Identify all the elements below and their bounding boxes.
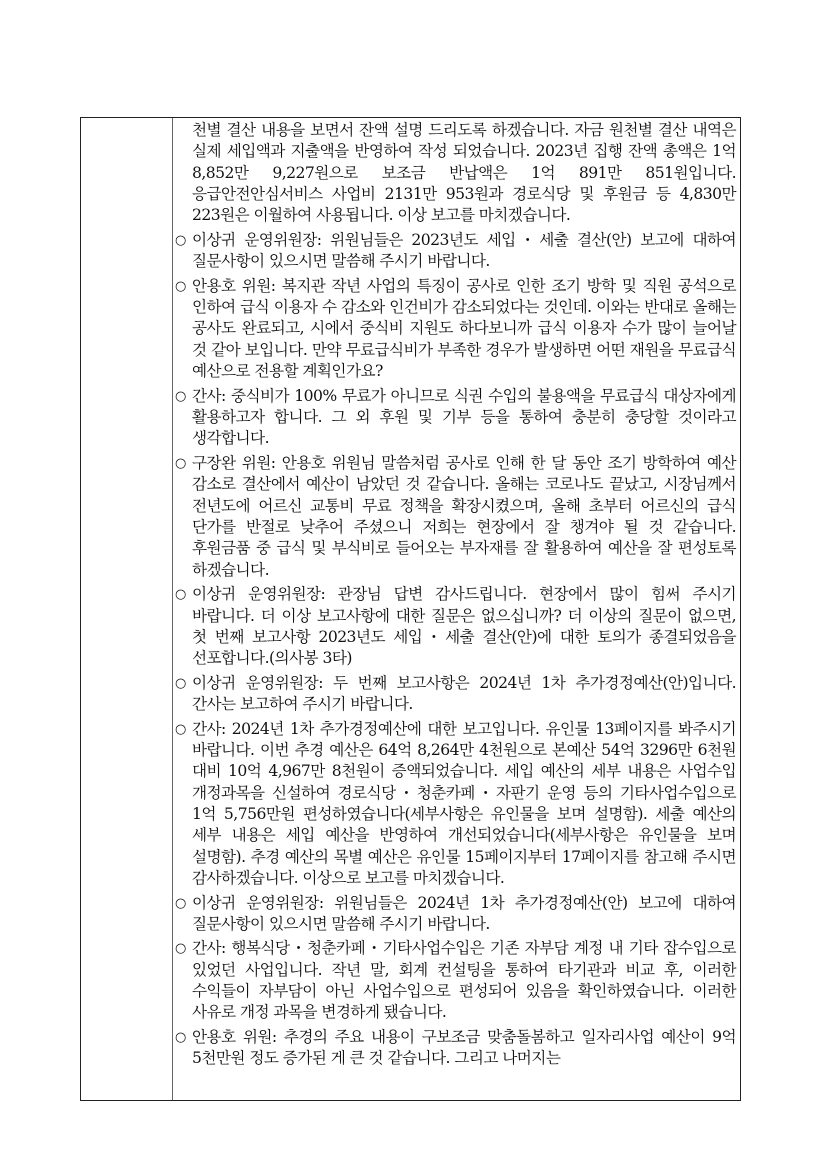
- paragraph-secretary-answer: ○ 간사: 중식비가 100% 무료가 아니므로 식권 수입의 불용액을 무료급식 대상자에게 활용하고자 합니다. 그 외 후원 및 기부 등을 통하여 충분히 충당할 것이라고 생각합니다.: [175, 386, 736, 448]
- bullet-marker: ○: [175, 455, 186, 471]
- bullet-marker: ○: [175, 278, 186, 294]
- paragraph-settlement-explanation: 천별 결산 내용을 보면서 잔액 설명 드리도록 하겠습니다. 자금 원천별 결산 내역은 실제 세입액과 지출액을 반영하여 작성 되었습니다. 2023년 집행 잔액 총액은 1억 8,852만 9,227원으로 보조금 반납액은 1억 891만 851원입니다. 응급안전안심서비스 사업비 2131만 953원과 경로식당 및 후원금 등 4,830만 223원은 이월하여 사용됩니다. 이상 보고를 마치겠습니다.: [192, 121, 736, 225]
- bullet-marker: ○: [175, 941, 186, 957]
- paragraph-secretary-explanation: ○ 간사: 행복식당・청춘카페・기타사업수입은 기존 자부담 계정 내 기타 잡수입으로 있었던 사업입니다. 작년 말, 회계 컨설팅을 통하여 타기관과 비교 후, 이러한 수익들이 자부담이 아닌 사업수입으로 편성되어 있음을 확인하였습니다. 이러한 사유로 개정 과목을 변경하게 됐습니다.: [175, 939, 737, 1022]
- bullet-marker: ○: [175, 721, 186, 737]
- bullet-marker: ○: [175, 895, 186, 911]
- content-column: [173, 118, 740, 1100]
- paragraph-chair-question-call-2: ○ 이상귀 운영위원장: 위원님들은 2024년 1차 추가경정예산(안) 보고에 대하여 질문사항이 있으시면 말씀해 주시기 바랍니다.: [175, 893, 736, 933]
- label-column: [81, 118, 173, 1100]
- bullet-marker: ○: [175, 388, 186, 404]
- paragraph-member-question: ○ 안용호 위원: 복지관 작년 사업의 특징이 공사로 인한 조기 방학 및 직원 공석으로 인하여 급식 이용자 수 감소와 인건비가 감소되었다는 것인데. 이와는 반대로 올해는 공사도 완료되고, 시에서 중식비 지원도 하다보니까 급식 이용자 수가 많이 늘어날 것 같아 보입니다. 만약 무료급식비가 부족한 경우가 발생하면 어떤 재원을 무료급식 예산으로 전용할 계획인가요?: [175, 276, 736, 381]
- bullet-marker: ○: [175, 1029, 186, 1045]
- bullet-marker: ○: [175, 232, 186, 248]
- minutes-table: [80, 117, 741, 1101]
- paragraph-chair-closing: ○ 이상귀 운영위원장: 관장님 답변 감사드립니다. 현장에서 많이 힘써 주시기 바랍니다. 더 이상 보고사항에 대한 질문은 없으십니까? 더 이상의 질문이 없으면, 첫 번째 보고사항 2023년도 세입・세출 결산(안)에 대한 토의가 종결되었음을 선포합니다.(의사봉 3타): [175, 585, 736, 668]
- bullet-marker: ○: [175, 675, 186, 691]
- bullet-marker: ○: [175, 587, 186, 603]
- paragraph-secretary-budget-report: ○ 간사: 2024년 1차 추가경정예산에 대한 보고입니다. 유인물 13페이지를 봐주시기 바랍니다. 이번 추경 예산은 64억 8,264만 4천원으로 본예산 54억 3296만 6천원 대비 10억 4,967만 8천원이 증액되었습니다. 세입 예산의 세부 내용은 사업수입 개정과목을 신설하여 경로식당・청춘카페・자판기 운영 등의 기타사업수입으로 1억 5,756만원 편성하였습니다(세부사항은 유인물을 보며 설명함). 세출 예산의 세부 내용은 세입 예산을 반영하여 개선되었습니다(세부사항은 유인물을 보며 설명함). 추경 예산의 목별 예산은 유인물 15페이지부터 17페이지를 참고해 주시면 감사하겠습니다. 이상으로 보고를 마치겠습니다.: [175, 719, 736, 887]
- paragraph-member-comment: ○ 구장완 위원: 안용호 위원님 말씀처럼 공사로 인해 한 달 동안 조기 방학하여 예산 감소로 결산에서 예산이 남았던 것 같습니다. 올해는 코로나도 끝났고, 시장님께서 전년도에 어르신 교통비 무료 정책을 확장시켰으며, 올해 초부터 어르신의 급식 단가를 반절로 낮추어 주셨으니 저희는 현장에서 잘 챙겨야 될 것 같습니다. 후원금품 중 급식 및 부식비로 들어오는 부자재를 잘 활용하여 예산을 잘 편성토록 하겠습니다.: [175, 453, 736, 579]
- paragraph-chair-question-call: ○ 이상귀 운영위원장: 위원님들은 2023년도 세입・세출 결산(안) 보고에 대하여 질문사항이 있으시면 말씀해 주시기 바랍니다.: [175, 230, 736, 271]
- paragraph-chair-second-item: ○ 이상귀 운영위원장: 두 번째 보고사항은 2024년 1차 추가경정예산(안)입니다. 간사는 보고하여 주시기 바랍니다.: [175, 673, 736, 714]
- paragraph-member-comment-2: ○ 안용호 위원: 추경의 주요 내용이 구보조금 맞춤돌봄하고 일자리사업 예산이 9억 5천만원 정도 증가된 게 큰 것 같습니다. 그리고 나머지는: [175, 1027, 736, 1068]
